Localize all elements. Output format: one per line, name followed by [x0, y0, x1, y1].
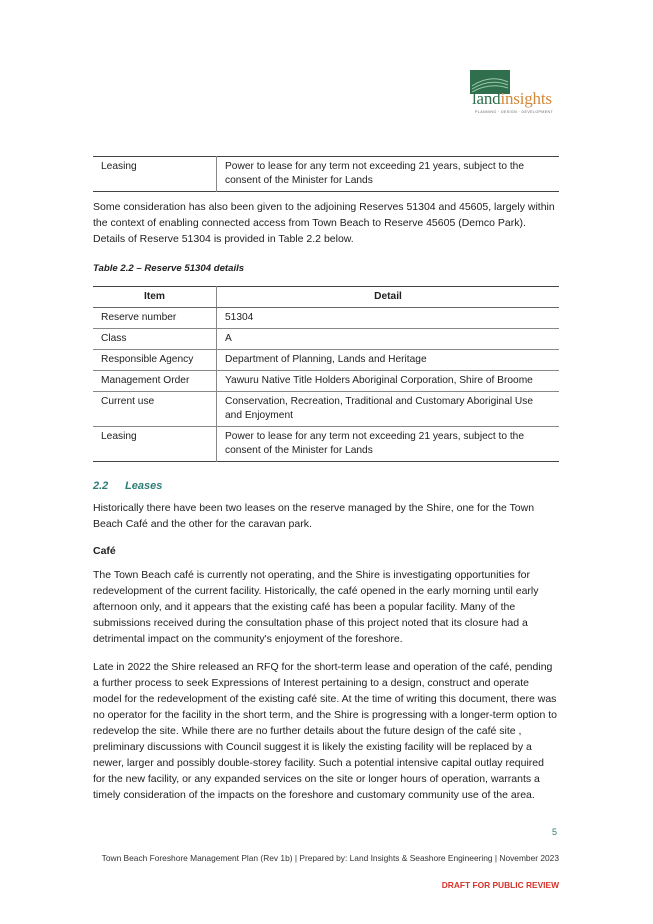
page-footer: Town Beach Foreshore Management Plan (Rev 1b) | Prepared by: Land Insights & Seashore Engineering | November 2023 — [101, 853, 559, 863]
table-row — [93, 157, 559, 192]
table-row — [93, 392, 559, 427]
table-cell-detail: Power to lease for any term not exceeding 21 years, subject to the consent of the Minister for Lands — [225, 161, 524, 186]
table-header-row — [93, 287, 559, 308]
reserve-continued-table — [93, 156, 559, 192]
section-heading — [93, 480, 162, 492]
table-cell-detail: Power to lease for any term not exceeding 21 years, subject to the consent of the Minister for Lands — [225, 431, 524, 456]
table-row — [93, 350, 559, 371]
page-number: 5 — [552, 827, 558, 837]
reserve-51304-table — [93, 286, 559, 462]
logo-wordmark — [472, 89, 552, 109]
table-cell-item: Leasing — [93, 157, 217, 192]
table-cell-item: Leasing — [93, 427, 217, 462]
table-cell-detail: Department of Planning, Lands and Heritage — [225, 354, 427, 365]
column-header-item: Item — [93, 287, 217, 308]
table-cell-detail: 51304 — [225, 312, 254, 323]
table-cell-item: Current use — [93, 392, 217, 427]
logo-tagline: PLANNING · DESIGN · DEVELOPMENT — [475, 110, 554, 114]
table-row — [93, 371, 559, 392]
logo-word-insights: insights — [500, 89, 552, 108]
section-number: 2.2 — [93, 480, 109, 492]
table-row — [93, 308, 559, 329]
reserves-paragraph: Some consideration has also been given to the adjoining Reserves 51304 and 45605, largely within the context of enabling connected access from Town Beach to Reserve 45605 (Demco Park). Details of Reserve 51304 is provided in Table 2.2 below. — [93, 201, 555, 245]
table-caption: Table 2.2 – Reserve 51304 details — [93, 263, 245, 274]
table-cell-detail: Yawuru Native Title Holders Aboriginal Corporation, Shire of Broome — [225, 375, 533, 386]
table-cell-item: Management Order — [93, 371, 217, 392]
table-cell-item: Reserve number — [93, 308, 217, 329]
cafe-subheading: Café — [93, 545, 116, 557]
draft-notice: DRAFT FOR PUBLIC REVIEW — [441, 880, 559, 890]
land-insights-logo — [466, 70, 564, 118]
table-row — [93, 329, 559, 350]
leases-paragraph: Historically there have been two leases on the reserve managed by the Shire, one for the Town Beach Café and the other for the caravan park. — [93, 502, 535, 530]
section-title: Leases — [125, 480, 163, 492]
table-cell-item: Class — [93, 329, 217, 350]
column-header-detail: Detail — [217, 287, 560, 308]
cafe-paragraph-2: Late in 2022 the Shire released an RFQ for the short-term lease and operation of the café, pending a further process to seek Expressions of Interest pertaining to a design, construct and operate model for the redevelopment of the existing café site. At the time of writing this document, there was no operator for the facility in the short term, and the Shire is progressing with a longer-term option to redevelop the site. While there are no further details about the future design of the café site , preliminary discussions with Council suggest it is likely the existing facility will be replaced by a newer, larger and possibly double-storey facility. Such a potential intensive capital outlay required for the new facility, or any expanded services on the site or longer hours of operation, warrants a timely consideration of the impacts on the foreshore and customary community use of the area. — [93, 661, 557, 801]
table-cell-detail: Conservation, Recreation, Traditional and Customary Aboriginal Use and Enjoyment — [225, 396, 534, 421]
table-cell-item: Responsible Agency — [93, 350, 217, 371]
table-cell-detail: A — [225, 333, 232, 344]
cafe-paragraph-1: The Town Beach café is currently not operating, and the Shire is investigating opportunities for redevelopment of the current facility. Historically, the café opened in the early morning until early afternoon only, and it appears that the existing café has been a popular facility. Many of the submissions received during the consultation phase of this project noted that its closure had a detrimental impact on the community's enjoyment of the foreshore. — [93, 569, 539, 645]
logo-word-land: land — [472, 89, 501, 108]
table-row — [93, 427, 559, 462]
